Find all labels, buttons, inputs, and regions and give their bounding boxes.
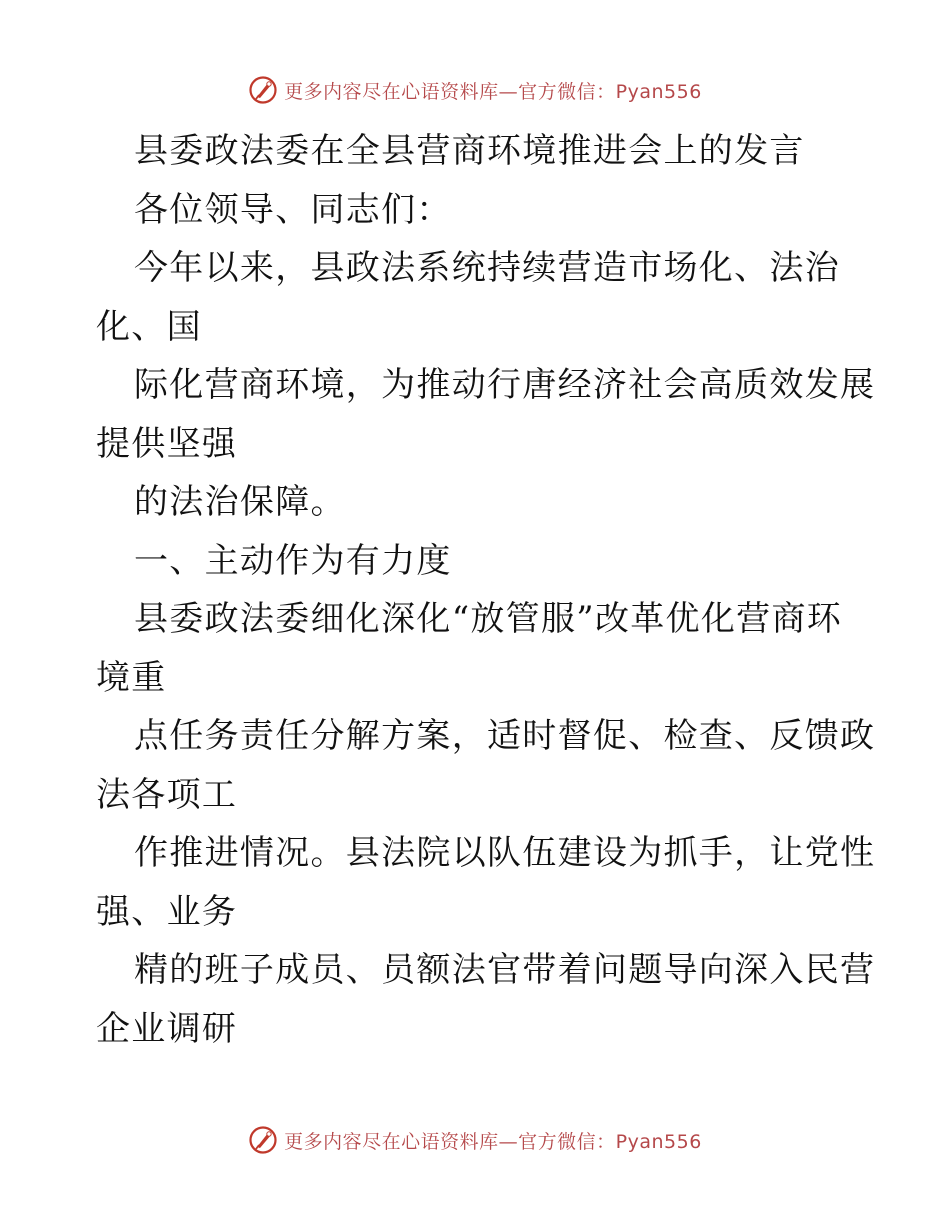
watermark-wechat-text: 官方微信：Pyan556 <box>518 80 702 103</box>
footer-watermark-banner <box>0 1120 950 1160</box>
watermark-site-text: 更多内容尽在心语资料库— <box>284 1130 519 1153</box>
quill-pen-logo-icon <box>248 1125 278 1155</box>
watermark-text <box>284 1127 702 1154</box>
quill-pen-logo-icon <box>248 75 278 105</box>
body-line: 作推进情况。县法院以队伍建设为抓手，让党性 <box>134 833 876 873</box>
section-heading: 一、主动作为有力度 <box>134 540 452 581</box>
body-line: 法各项工 <box>96 774 238 815</box>
body-line: 点任务责任分解方案，适时督促、检查、反馈政 <box>134 716 876 756</box>
body-line: 化、国 <box>96 306 202 347</box>
salutation: 各位领导、同志们： <box>134 189 452 230</box>
body-line: 强、业务 <box>96 891 238 932</box>
body-line: 今年以来，县政法系统持续营造市场化、法治 <box>134 248 840 288</box>
watermark-wechat-text: 官方微信：Pyan556 <box>518 1130 702 1153</box>
header-watermark-banner <box>0 70 950 110</box>
body-line: 的法治保障。 <box>134 482 346 522</box>
body-line: 提供坚强 <box>96 423 238 464</box>
body-line: 境重 <box>96 657 167 698</box>
document-title: 县委政法委在全县营商环境推进会上的发言 <box>134 131 805 171</box>
body-line: 县委政法委细化深化“放管服”改革优化营商环 <box>134 599 843 639</box>
body-line: 精的班子成员、员额法官带着问题导向深入民营 <box>134 950 876 990</box>
body-line: 企业调研 <box>96 1008 238 1049</box>
watermark-site-text: 更多内容尽在心语资料库— <box>284 80 519 103</box>
watermark-text <box>284 77 702 104</box>
body-line: 际化营商环境，为推动行唐经济社会高质效发展 <box>134 365 876 405</box>
document-body <box>96 122 876 1058</box>
